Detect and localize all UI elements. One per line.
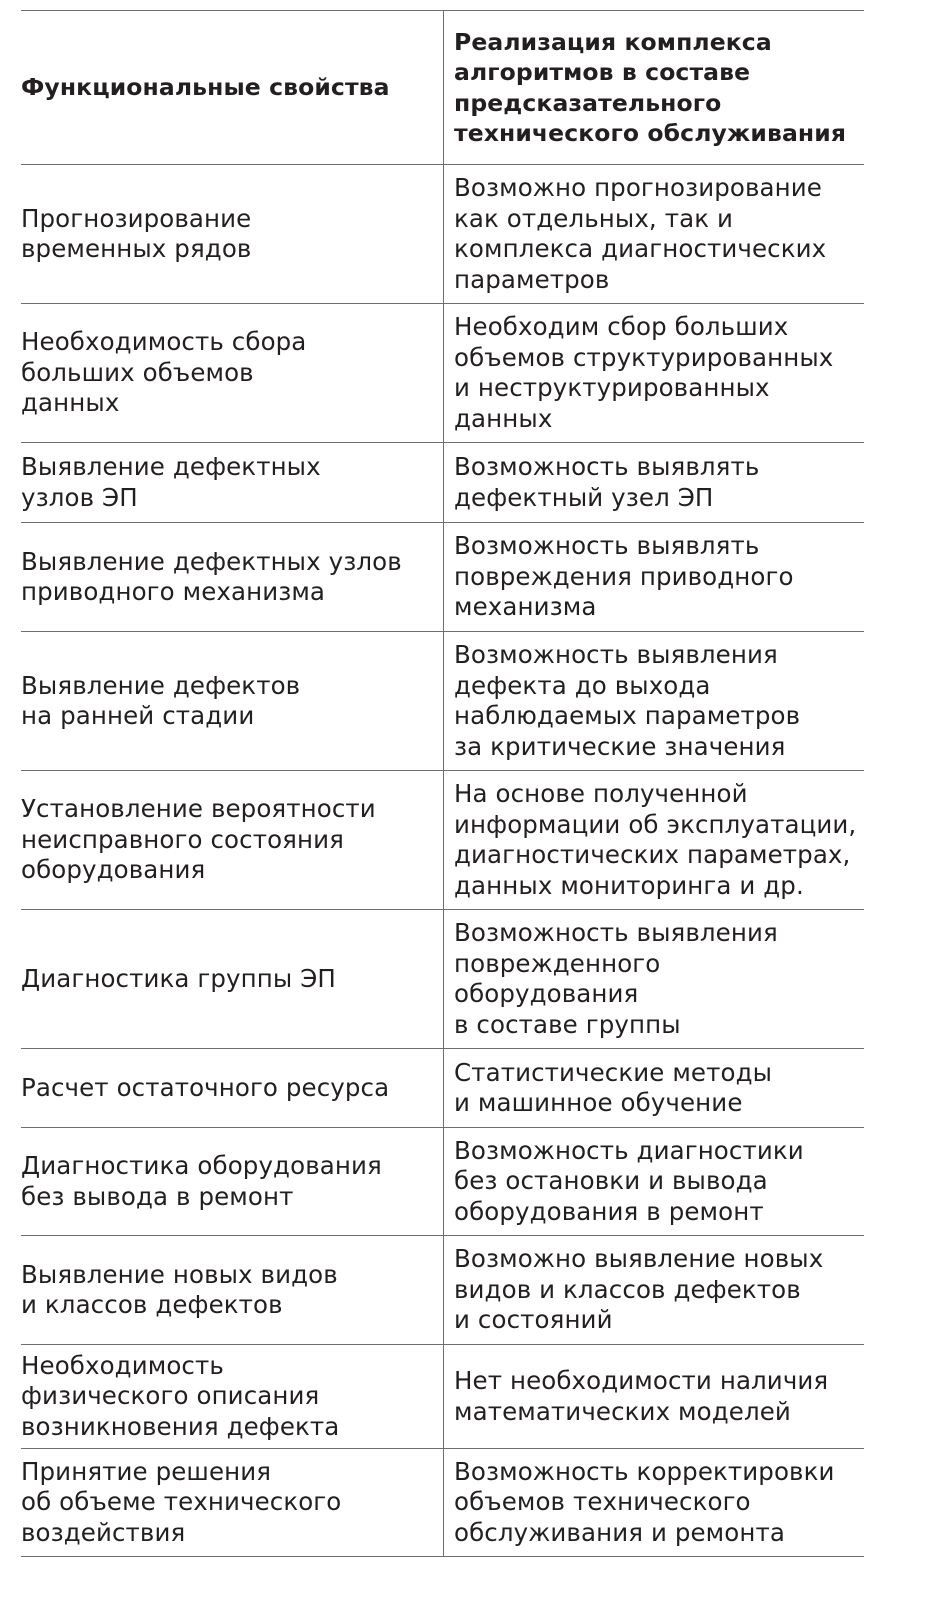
implementation-text: Возможность выявлять повреждения приводного механизма: [454, 531, 794, 622]
implementation-text: Необходим сбор больших объемов структурированных и неструктурированных данных: [454, 312, 834, 433]
property-cell: [21, 1128, 443, 1235]
property-text: Выявление новых видов и классов дефектов: [21, 1259, 338, 1319]
implementation-cell: [443, 771, 864, 909]
property-text: Выявление дефектов на ранней стадии: [21, 670, 301, 730]
implementation-cell: [443, 304, 864, 442]
property-cell: [21, 1049, 443, 1127]
implementation-cell: [443, 523, 864, 631]
implementation-text: Возможность корректировки объемов технического обслуживания и ремонта: [454, 1456, 835, 1547]
property-text: Прогнозирование временных рядов: [21, 203, 252, 263]
property-cell: [21, 771, 443, 909]
implementation-text: Возможность выявления поврежденного оборудования в составе группы: [454, 918, 778, 1039]
table-row: [21, 910, 864, 1049]
property-cell: [21, 910, 443, 1048]
property-cell: [21, 1236, 443, 1344]
property-cell: [21, 523, 443, 631]
table-header-row: [21, 11, 864, 165]
implementation-cell: [443, 1345, 864, 1448]
property-text: Установление вероятности неисправного состояния оборудования: [21, 794, 376, 885]
property-cell: [21, 632, 443, 770]
property-text: Расчет остаточного ресурса: [21, 1072, 390, 1102]
property-cell: [21, 1345, 443, 1448]
implementation-text: Возможность выявления дефекта до выхода наблюдаемых параметров за критические значения: [454, 640, 801, 761]
property-cell: [21, 1449, 443, 1556]
table-row: [21, 165, 864, 304]
implementation-cell: [443, 1049, 864, 1127]
property-text: Принятие решения об объеме технического воздействия: [21, 1456, 342, 1547]
header-implementation-label: Реализация комплекса алгоритмов в составе предсказательного технического обслуживания: [454, 27, 847, 147]
implementation-text: Возможно прогнозирование как отдельных, так и комплекса диагностических параметров: [454, 173, 827, 294]
property-cell: [21, 304, 443, 442]
header-cell-properties: [21, 11, 443, 164]
header-cell-implementation: [443, 11, 864, 164]
implementation-cell: [443, 165, 864, 303]
implementation-text: Статистические методы и машинное обучение: [454, 1057, 773, 1117]
table-row: [21, 523, 864, 632]
table-row: [21, 1345, 864, 1449]
table-row: [21, 632, 864, 771]
implementation-text: Возможность диагностики без остановки и вывода оборудования в ремонт: [454, 1135, 804, 1226]
table-row: [21, 1128, 864, 1236]
implementation-text: Нет необходимости наличия математических моделей: [454, 1366, 829, 1426]
property-text: Необходимость сбора больших объемов данных: [21, 327, 307, 418]
implementation-text: Возможность выявлять дефектный узел ЭП: [454, 452, 760, 512]
implementation-text: На основе полученной информации об эксплуатации, диагностических параметрах, данных мониторинга и др.: [454, 779, 857, 900]
implementation-text: Возможно выявление новых видов и классов дефектов и состояний: [454, 1244, 824, 1335]
table-row: [21, 1236, 864, 1345]
implementation-cell: [443, 443, 864, 522]
table-row: [21, 304, 864, 443]
property-text: Диагностика оборудования без вывода в ремонт: [21, 1151, 382, 1211]
implementation-cell: [443, 1449, 864, 1556]
property-cell: [21, 165, 443, 303]
property-text: Выявление дефектных узлов ЭП: [21, 452, 321, 512]
table-row: [21, 443, 864, 523]
property-text: Выявление дефектных узлов приводного механизма: [21, 546, 402, 606]
implementation-cell: [443, 910, 864, 1048]
property-text: Необходимость физического описания возникновения дефекта: [21, 1350, 340, 1441]
implementation-cell: [443, 1236, 864, 1344]
comparison-table: [21, 10, 864, 1557]
header-properties-label: Функциональные свойства: [21, 73, 390, 102]
implementation-cell: [443, 1128, 864, 1235]
table-row: [21, 1049, 864, 1128]
implementation-cell: [443, 632, 864, 770]
table-row: [21, 1449, 864, 1557]
property-text: Диагностика группы ЭП: [21, 963, 336, 993]
property-cell: [21, 443, 443, 522]
table-row: [21, 771, 864, 910]
